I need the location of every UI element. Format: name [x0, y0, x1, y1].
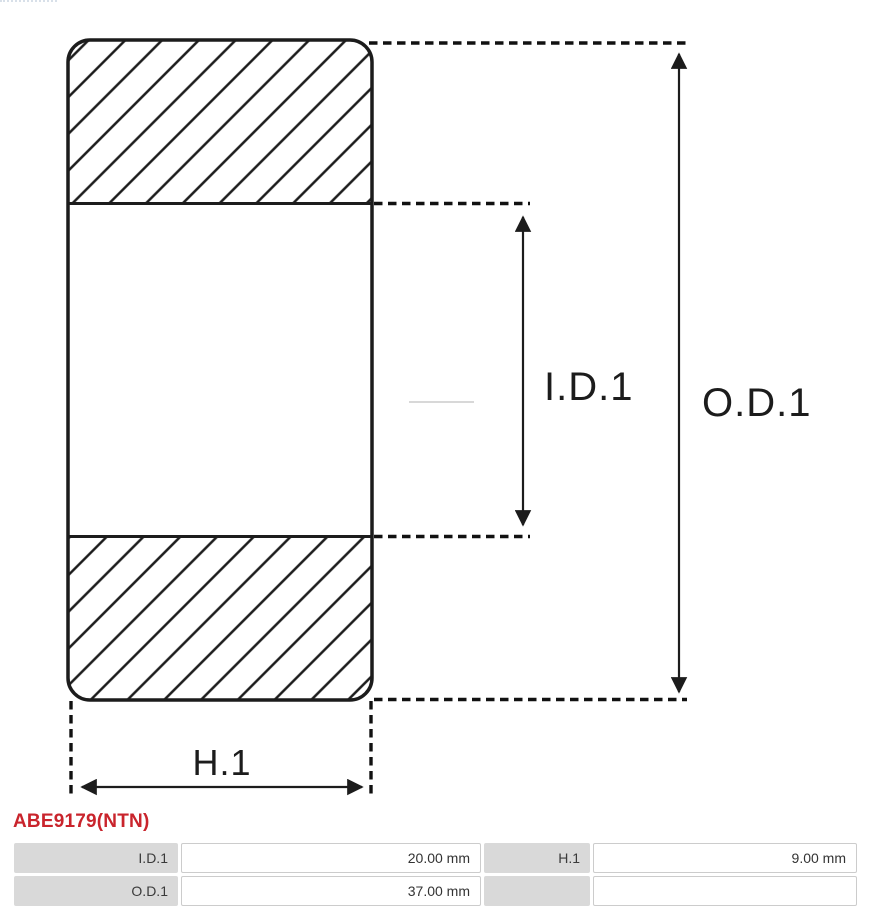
table-row [14, 843, 857, 873]
height-label: H.1 [192, 742, 252, 783]
spec-value-od1: 37.00 mm [181, 876, 481, 906]
outer-diameter-label: O.D.1 [702, 381, 812, 425]
table-row [14, 876, 857, 906]
spec-label-empty [484, 876, 590, 906]
spec-label-h1: H.1 [484, 843, 590, 873]
spec-label-od1: O.D.1 [14, 876, 178, 906]
spec-value-empty [593, 876, 857, 906]
spec-value-id1: 20.00 mm [181, 843, 481, 873]
bearing-ring-section [68, 40, 474, 700]
spec-value-h1: 9.00 mm [593, 843, 857, 873]
bottom-hatched-band [68, 537, 372, 701]
top-hatched-band [68, 40, 372, 204]
part-number-link[interactable]: ABE9179(NTN) [13, 811, 150, 832]
inner-diameter-label: I.D.1 [544, 365, 634, 409]
spec-table [11, 840, 860, 909]
spec-label-id1: I.D.1 [14, 843, 178, 873]
